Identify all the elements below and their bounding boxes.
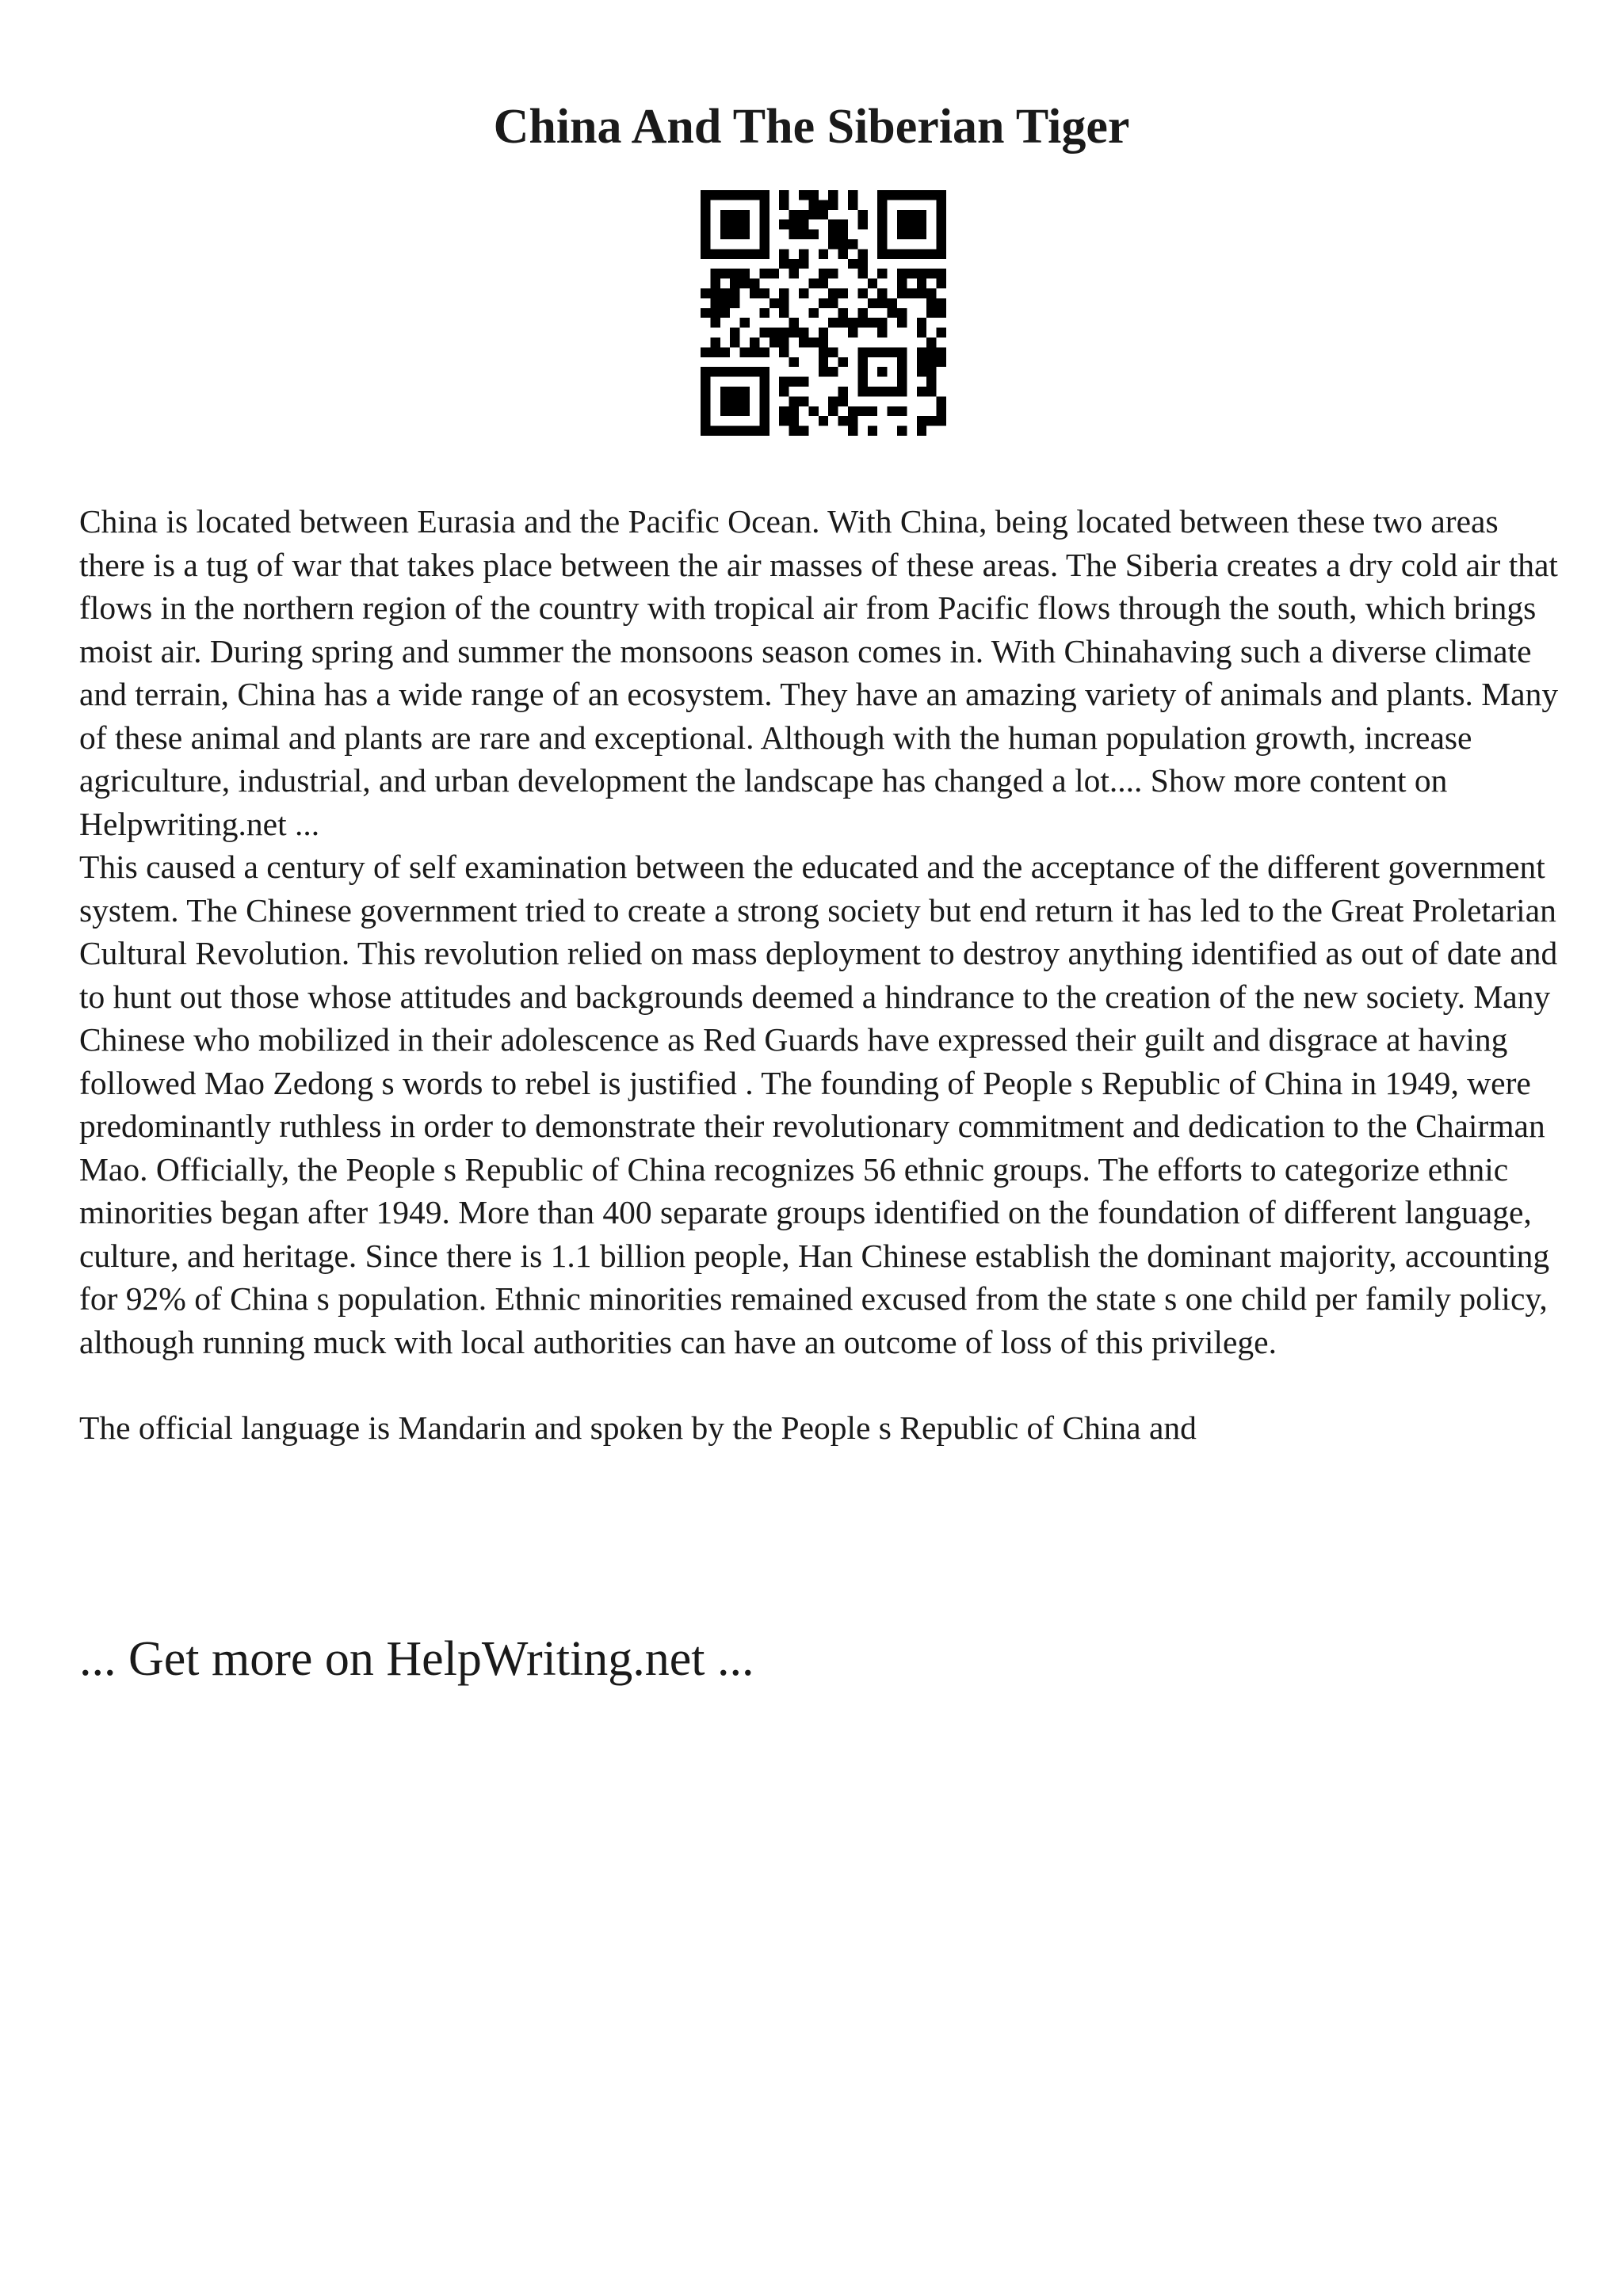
qr-code [701, 190, 946, 436]
paragraph: China is located between Eurasia and the Pacific Ocean. With China, being located between these two areas there is a tug of war that takes place between the air masses of these areas. The Siberia creates a dry cold air that flows in the northern region of the country with tropical air from Pacific flows through the south, which brings moist air. During spring and summer the monsoons season comes in. With Chinahaving such a diverse climate and terrain, China has a wide range of an ecosystem. They have an amazing variety of animals and plants. Many of these animal and plants are rare and exceptional. Although with the human population growth, increase agriculture, industrial, and urban development the landscape has changed a lot.... Show more content on Helpwriting.net ... [79, 503, 1559, 842]
qr-code-image [701, 190, 946, 436]
get-more-link[interactable]: ... Get more on HelpWriting.net ... [79, 1632, 754, 1686]
page-title: China And The Siberian Tiger [493, 100, 1130, 154]
article-body [79, 500, 1565, 1450]
paragraph: This caused a century of self examination between the educated and the acceptance of the different government system. The Chinese government tried to create a strong society but end return it has led to the Great Proletarian Cultural Revolution. This revolution relied on mass deployment to destroy anything identified as out of date and to hunt out those whose attitudes and backgrounds deemed a hindrance to the creation of the new society. Many Chinese who mobilized in their adolescence as Red Guards have expressed their guilt and disgrace at having followed Mao Zedong s words to rebel is justified . The founding of People s Republic of China in 1949, were predominantly ruthless in order to demonstrate their revolutionary commitment and dedication to the Chairman Mao. Officially, the People s Republic of China recognizes 56 ethnic groups. The efforts to categorize ethnic minorities began after 1949. More than 400 separate groups identified on the foundation of different language, culture, and heritage. Since there is 1.1 billion people, Han Chinese establish the dominant majority, accounting for 92% of China s population. Ethnic minorities remained excused from the state s one child per family policy, although running muck with local authorities can have an outcome of loss of this privilege. [79, 849, 1558, 1360]
paragraph: The official language is Mandarin and spoken by the People s Republic of China and [79, 1409, 1197, 1446]
